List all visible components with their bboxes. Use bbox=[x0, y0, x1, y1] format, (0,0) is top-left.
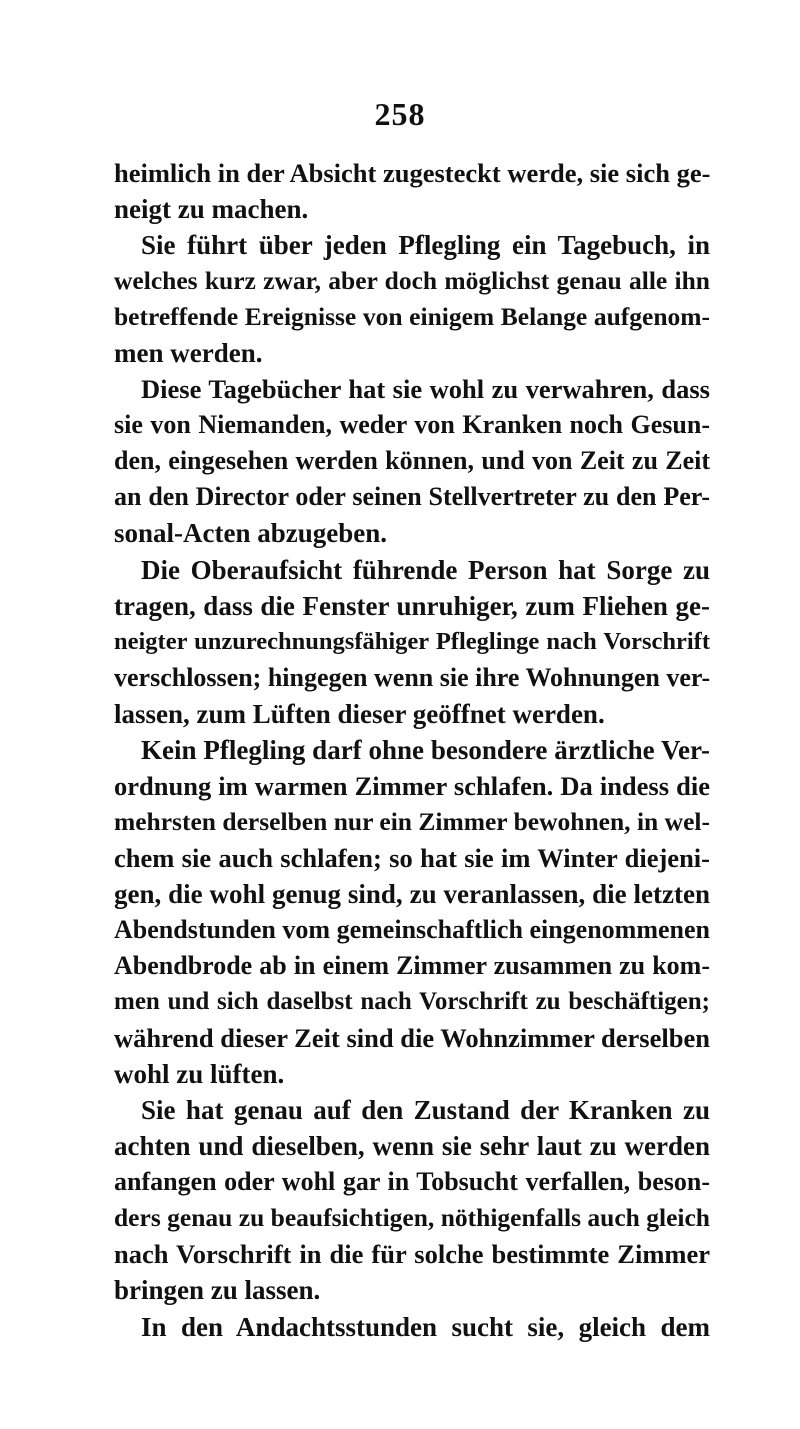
text-line: Sie hat genau auf den Zustand der Kranken zu bbox=[141, 1095, 710, 1126]
text-line: Kein Pflegling darf ohne besondere ärztliche Ver- bbox=[141, 734, 710, 765]
text-line: welches kurz zwar, aber doch möglichst genau alle ihn bbox=[114, 266, 710, 296]
text-line: den, eingesehen werden können, und von Zeit zu Zeit bbox=[114, 446, 710, 476]
text-line: mehrsten derselben nur ein Zimmer bewohnen, in wel- bbox=[114, 806, 710, 836]
text-line: betreffende Ereignisse von einigem Belange aufgenom- bbox=[114, 302, 710, 332]
text-line: Abendbrode ab in einem Zimmer zusammen zu kom- bbox=[114, 951, 710, 981]
text-line: bringen zu lassen. bbox=[114, 1275, 321, 1306]
text-line: während dieser Zeit sind die Wohnzimmer derselben bbox=[114, 1023, 710, 1054]
text-line: neigter unzurechnungsfähiger Pfleglinge nach Vorschrift bbox=[114, 627, 710, 655]
text-line: men werden. bbox=[114, 338, 263, 369]
page-number: 258 bbox=[374, 96, 426, 132]
text-line: chem sie auch schlafen; so hat sie im Winter diejeni- bbox=[114, 842, 710, 873]
text-line: achten und dieselben, wenn sie sehr laut zu werden bbox=[114, 1131, 710, 1162]
text-line: an den Director oder seinen Stellvertreter zu den Per- bbox=[114, 482, 710, 512]
text-line: ordnung im warmen Zimmer schlafen. Da indess die bbox=[114, 770, 710, 801]
text-line: In den Andachtsstunden sucht sie, gleich dem bbox=[141, 1311, 710, 1342]
text-line: sie von Niemanden, weder von Kranken noch Gesun- bbox=[114, 410, 710, 440]
body-text bbox=[114, 155, 710, 1345]
text-line: neigt zu machen. bbox=[114, 194, 309, 225]
text-line: Abendstunden vom gemeinschaftlich eingenommenen bbox=[114, 914, 710, 944]
text-line: men und sich daselbst nach Vorschrift zu beschäftigen; bbox=[114, 988, 710, 1016]
text-line: heimlich in der Absicht zugesteckt werde, sie sich ge- bbox=[114, 158, 710, 188]
text-line: Sie führt über jeden Pflegling ein Tagebuch, in bbox=[141, 230, 710, 261]
text-line: gen, die wohl genug sind, zu veranlassen, die letzten bbox=[114, 878, 710, 909]
text-line: tragen, dass die Fenster unruhiger, zum Fliehen ge- bbox=[114, 590, 710, 621]
text-line: sonal-Acten abzugeben. bbox=[114, 518, 388, 549]
text-line: nach Vorschrift in die für solche bestimmte Zimmer bbox=[114, 1239, 710, 1270]
text-line: Die Oberaufsicht führende Person hat Sorge zu bbox=[141, 554, 710, 585]
text-line: Diese Tagebücher hat sie wohl zu verwahren, dass bbox=[141, 374, 710, 405]
text-line: ders genau zu beaufsichtigen, nöthigenfalls auch gleich bbox=[114, 1203, 710, 1233]
text-line: wohl zu lüften. bbox=[114, 1059, 285, 1090]
text-line: verschlossen; hingegen wenn sie ihre Wohnungen ver- bbox=[114, 662, 710, 692]
text-line: anfangen oder wohl gar in Tobsucht verfallen, beson- bbox=[114, 1167, 710, 1197]
text-line: lassen, zum Lüften dieser geöffnet werden. bbox=[114, 698, 605, 729]
